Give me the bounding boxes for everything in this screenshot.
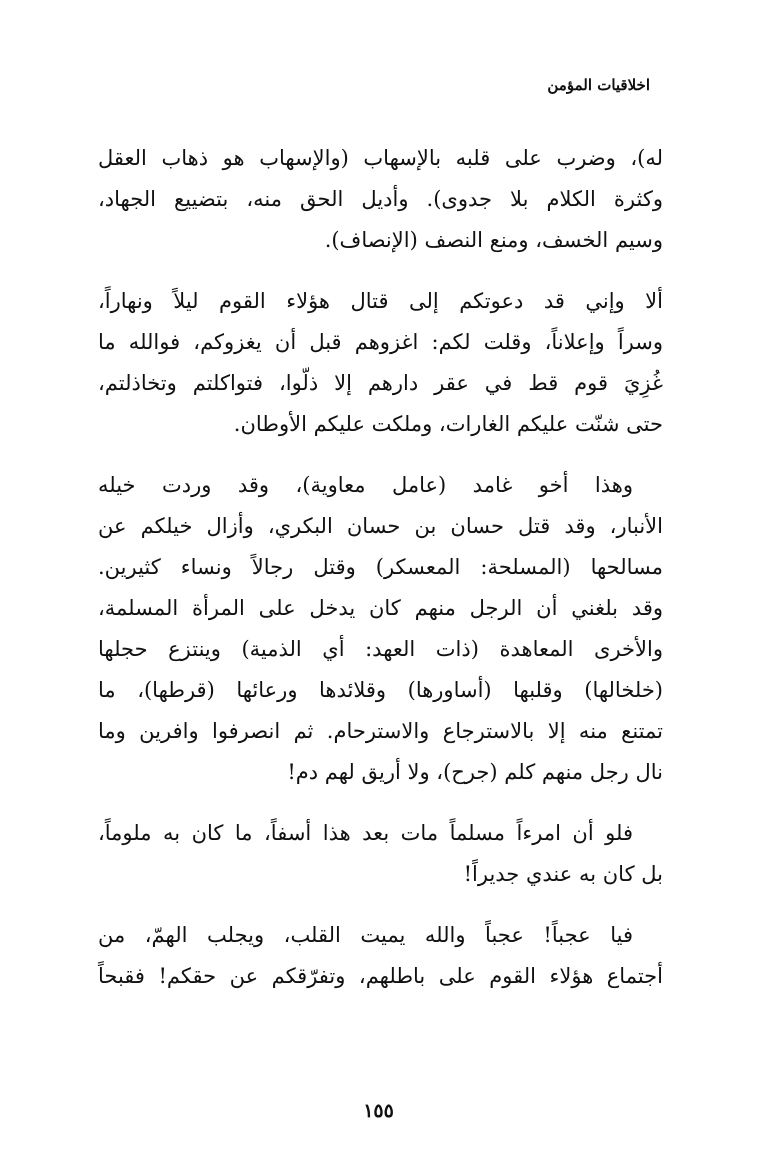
paragraph-4 [98, 813, 663, 895]
text-line: بل كان به عندي جديراً! [463, 862, 663, 886]
text-line: والأخرى المعاهدة (ذات العهد: أي الذمية) وينتزع حجلها [98, 637, 663, 661]
paragraph-3 [98, 465, 663, 793]
paragraph-1 [98, 138, 663, 261]
text-line: تمتنع منه إلا بالاسترجاع والاسترحام. ثم انصرفوا وافرين وما [98, 719, 663, 743]
text-line: مسالحها (المسلحة: المعسكر) وقتل رجالاً ونساء كثيرين. [98, 555, 663, 579]
page-number: ١٥٥ [363, 1100, 394, 1122]
text-line: وهذا أخو غامد (عامل معاوية)، وقد وردت خيله [98, 473, 633, 497]
text-line: حتى شنّت عليكم الغارات، وملكت عليكم الأوطان. [233, 412, 663, 436]
text-line: غُزِيَ قوم قط في عقر دارهم إلا ذلّوا، فتواكلتم وتخاذلتم، [98, 371, 663, 395]
text-line: ألا وإني قد دعوتكم إلى قتال هؤلاء القوم ليلاً ونهاراً، [98, 289, 663, 313]
text-line: وقد بلغني أن الرجل منهم كان يدخل على المرأة المسلمة، [98, 596, 663, 620]
text-line: فيا عجباً! عجباً والله يميت القلب، ويجلب الهمّ، من [98, 923, 633, 947]
text-line: له)، وضرب على قلبه بالإسهاب (والإسهاب هو ذهاب العقل [98, 146, 663, 170]
paragraph-2 [98, 281, 663, 445]
text-line: الأنبار، وقد قتل حسان بن حسان البكري، وأزال خيلكم عن [98, 514, 663, 538]
body-text [98, 138, 663, 1017]
text-line: نال رجل منهم كلم (جرح)، ولا أريق لهم دم! [287, 760, 663, 784]
text-line: فلو أن امرءاً مسلماً مات بعد هذا أسفاً، ما كان به ملوماً، [98, 821, 633, 845]
text-line: (خلخالها) وقلبها (أساورها) وقلائدها ورعائها (قرطها)، ما [98, 678, 663, 702]
text-line: وكثرة الكلام بلا جدوى). وأديل الحق منه، بتضييع الجهاد، [98, 187, 663, 211]
text-line: وسراً وإعلاناً، وقلت لكم: اغزوهم قبل أن يغزوكم، فوالله ما [98, 330, 663, 354]
text-line: أجتماع هؤلاء القوم على باطلهم، وتفرّقكم عن حقكم! فقبحاً [98, 964, 663, 988]
text-line: وسيم الخسف، ومنع النصف (الإنصاف). [324, 228, 663, 252]
paragraph-5 [98, 915, 663, 997]
running-header: اخلاقيات المؤمن [547, 76, 650, 94]
